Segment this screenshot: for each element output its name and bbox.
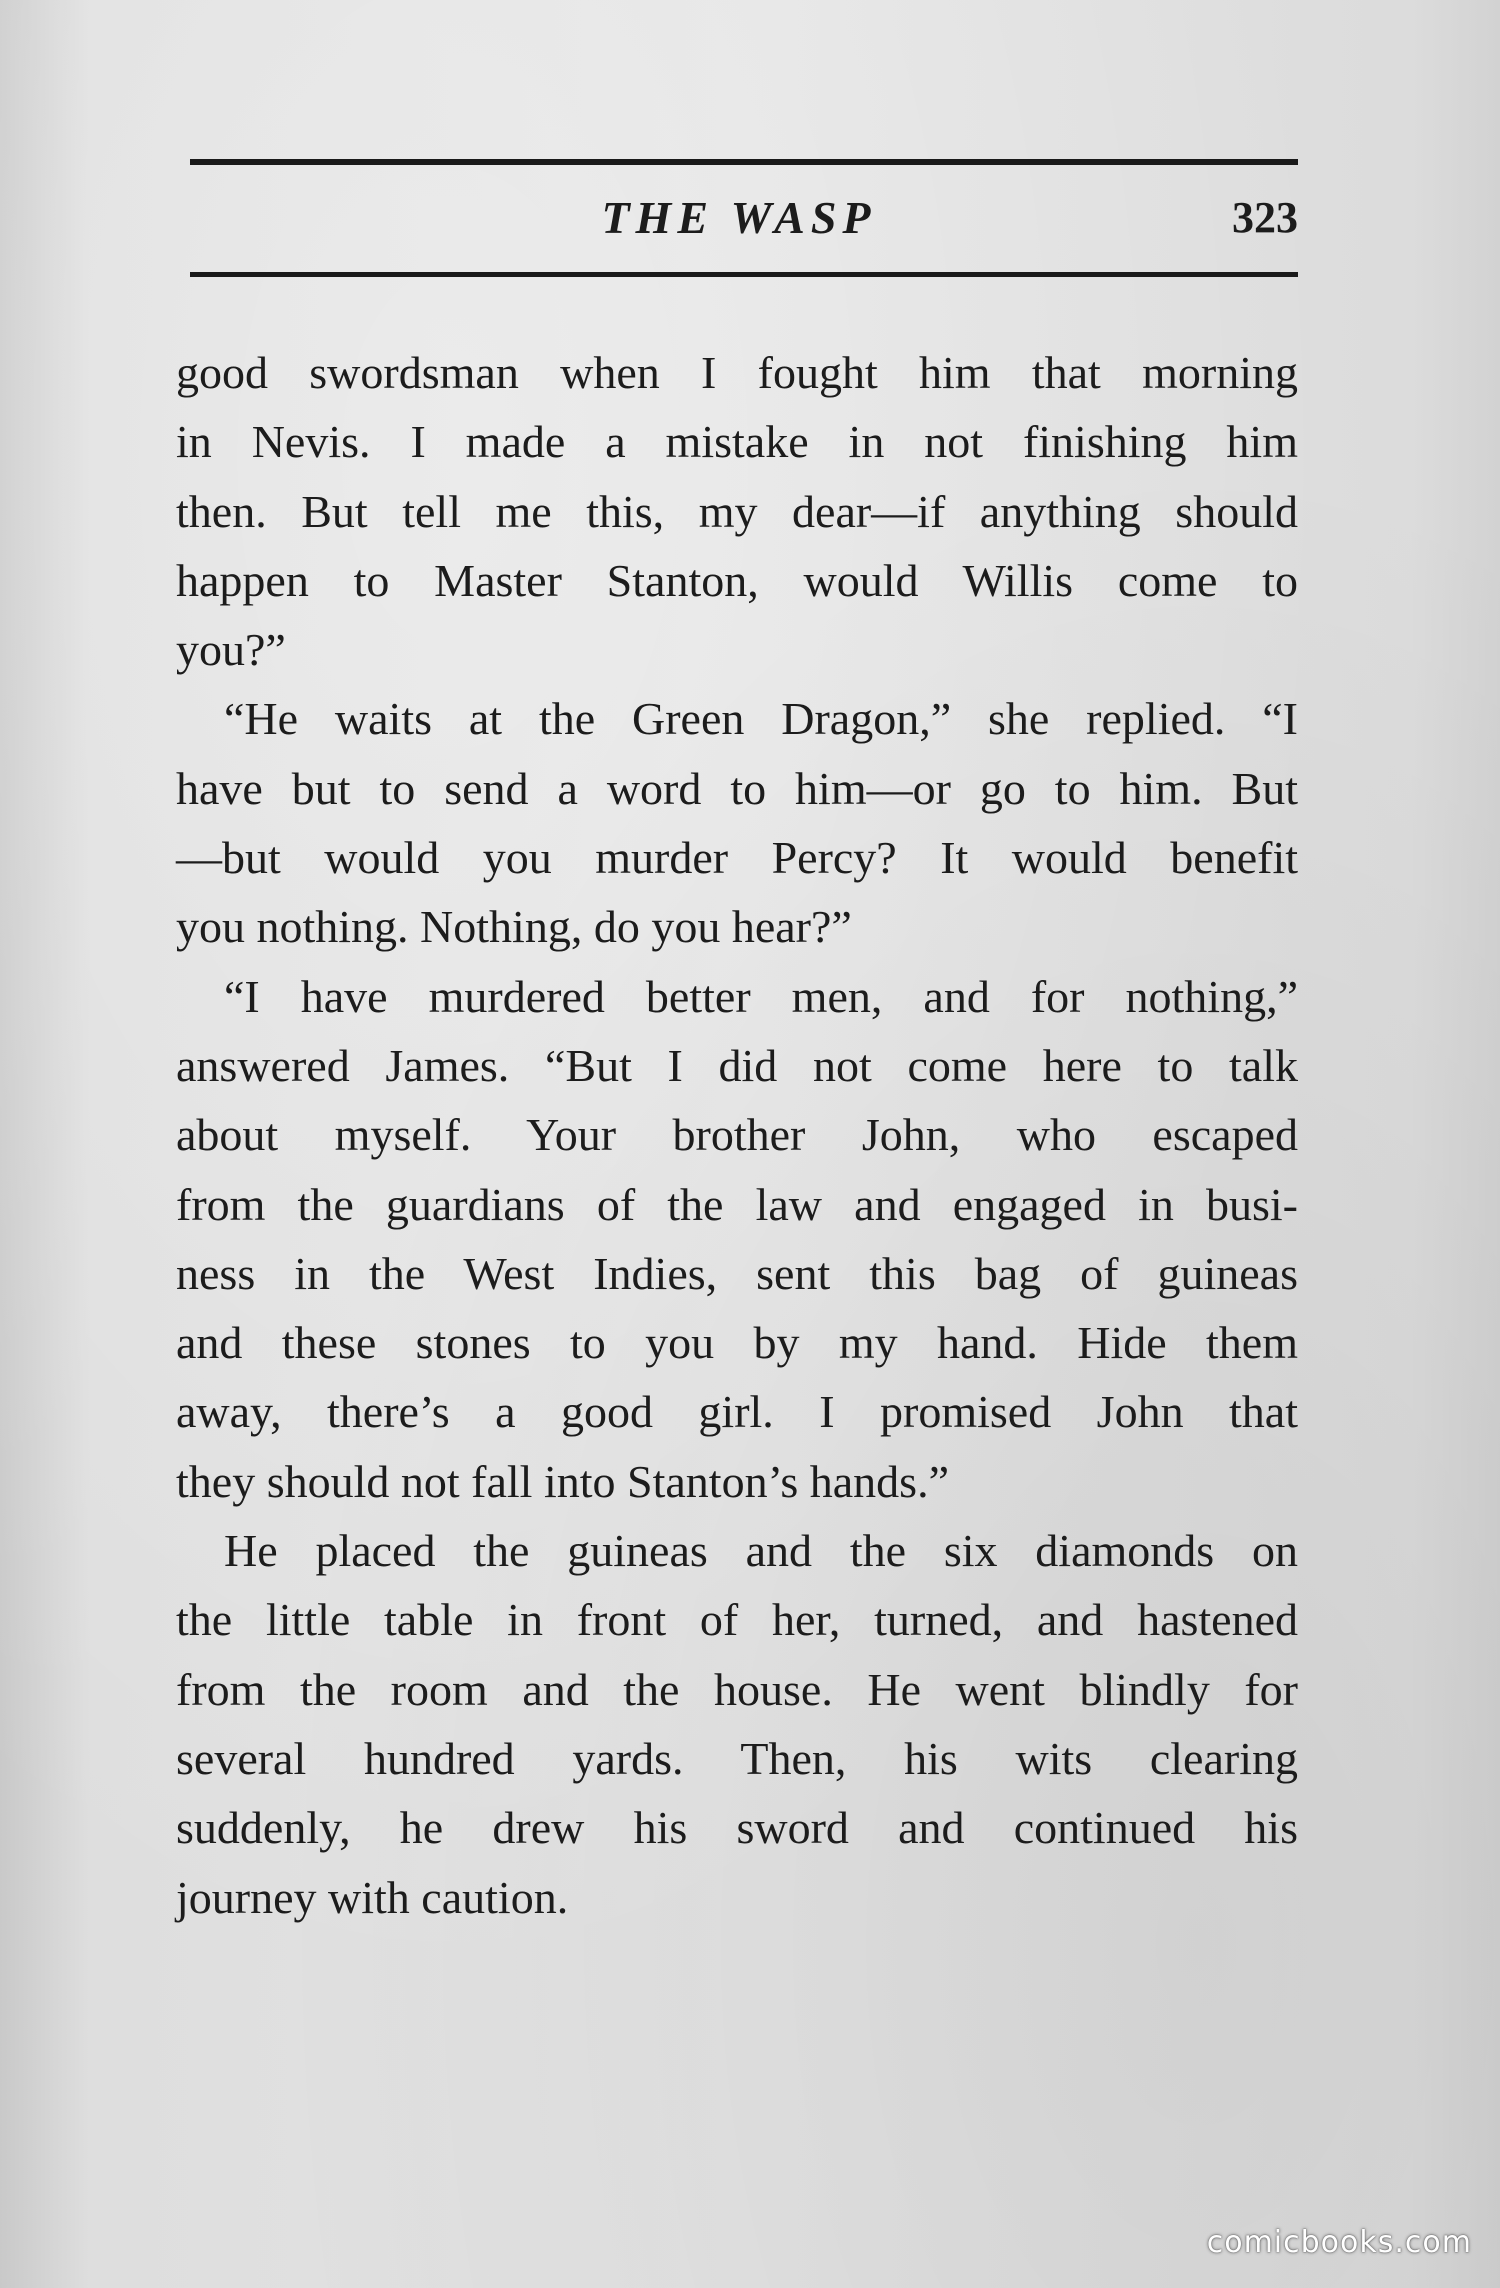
text-line: and these stones to you by my hand. Hide them: [176, 1317, 1298, 1369]
text-line: good swordsman when I fought him that morning: [176, 347, 1298, 398]
header-rule-bottom: [190, 272, 1298, 277]
text-line: in Nevis. I made a mistake in not finishing him: [176, 416, 1298, 468]
text-line: the little table in front of her, turned, and hastened: [176, 1594, 1298, 1646]
text-line: answered James. “But I did not come here to talk: [176, 1039, 1298, 1091]
text-line: journey with caution.: [176, 1871, 569, 1923]
text-line: from the room and the house. He went blindly for: [176, 1663, 1298, 1715]
running-head: [190, 188, 1298, 258]
text-line: suddenly, he drew his sword and continued his: [176, 1802, 1298, 1854]
text-line: have but to send a word to him—or go to him. But: [176, 762, 1298, 814]
text-line: about myself. Your brother John, who escaped: [176, 1109, 1298, 1161]
text-line: “I have murdered better men, and for nothing,”: [224, 970, 1298, 1022]
watermark: comicbooks.com: [1206, 2225, 1472, 2260]
text-line: away, there’s a good girl. I promised John that: [176, 1386, 1298, 1438]
running-title: THE WASP: [601, 192, 877, 243]
text-line: then. But tell me this, my dear—if anything should: [176, 485, 1298, 537]
body-text: [176, 338, 1298, 1932]
text-line: you?”: [176, 624, 286, 676]
text-line: —but would you murder Percy? It would benefit: [176, 832, 1298, 884]
text-line: several hundred yards. Then, his wits clearing: [176, 1732, 1298, 1784]
text-line: they should not fall into Stanton’s hands.”: [176, 1455, 949, 1507]
page-number: 323: [1232, 193, 1298, 242]
text-line: He placed the guineas and the six diamonds on: [224, 1525, 1298, 1577]
text-line: “He waits at the Green Dragon,” she replied. “I: [224, 693, 1298, 745]
text-line: from the guardians of the law and engaged in busi-: [176, 1178, 1298, 1230]
header-rule-top: [190, 159, 1298, 165]
text-line: happen to Master Stanton, would Willis come to: [176, 554, 1298, 606]
text-line: ness in the West Indies, sent this bag of guineas: [176, 1247, 1298, 1299]
text-line: you nothing. Nothing, do you hear?”: [176, 901, 852, 953]
